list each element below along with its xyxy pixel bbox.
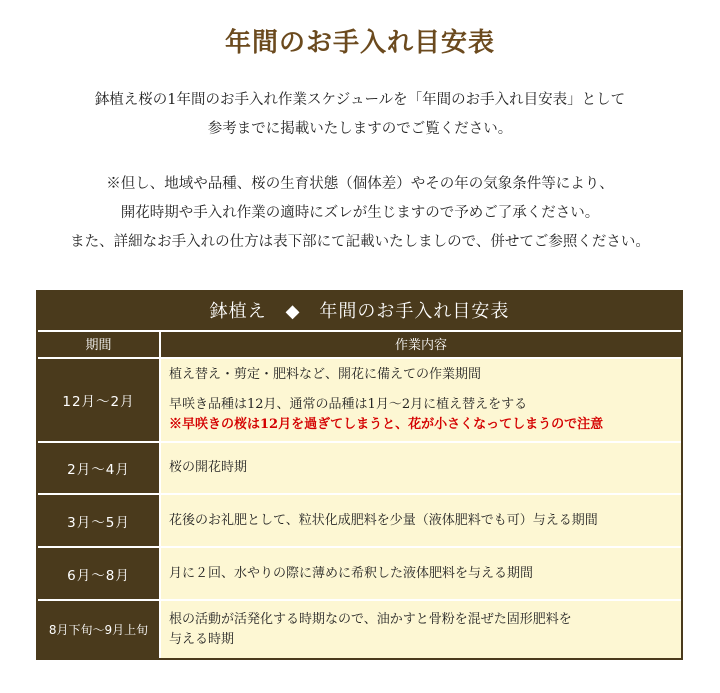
work-line: 花後のお礼肥として、粒状化成肥料を少量（液体肥料でも可）与える期間 <box>169 512 598 528</box>
row-work <box>161 443 681 493</box>
header-work: 作業内容 <box>161 332 681 359</box>
work-line: 桜の開花時期 <box>169 460 248 475</box>
work-line: 植え替え・剪定・肥料など、開花に備えての作業期間 <box>169 367 482 382</box>
note-line: また、詳細なお手入れの仕方は表下部にて記載いたしましので、併せてご参照ください。 <box>70 234 650 250</box>
work-line: 早咲き品種は12月、通常の品種は1月～2月に植え替えをする <box>169 397 528 412</box>
row-work <box>161 495 681 546</box>
row-period: 3月～5月 <box>38 495 161 546</box>
table-row <box>38 495 681 548</box>
row-work <box>161 359 681 441</box>
work-line: 月に２回、水やりの際に薄めに希釈した液体肥料を与える期間 <box>169 565 534 581</box>
intro-text <box>0 86 720 144</box>
note-line: ※但し、地域や品種、桜の生育状態（個体差）やその年の気象条件等により、 <box>106 176 614 192</box>
row-period: 6月～8月 <box>38 548 161 599</box>
row-work <box>161 548 681 599</box>
table-row <box>38 548 681 601</box>
care-schedule-table <box>36 290 683 660</box>
row-period: 12月～2月 <box>38 359 161 441</box>
note-line: 開花時期や手入れ作業の適時にズレが生じますので予めご了承ください。 <box>120 205 600 221</box>
work-line: 与える時期 <box>169 631 235 647</box>
header-period: 期間 <box>38 332 161 359</box>
work-line: 根の活動が活発化する時期なので、油かすと骨粉を混ぜた固形肥料を <box>169 611 572 627</box>
page-title: 年間のお手入れ目安表 <box>224 28 495 58</box>
table-row <box>38 443 681 495</box>
table-row <box>38 601 681 658</box>
row-period: 8月下旬～9月上旬 <box>38 601 161 658</box>
notes-text <box>0 170 720 257</box>
intro-line: 参考までに掲載いたしますのでご覧ください。 <box>207 121 513 137</box>
table-header <box>38 332 681 359</box>
row-period: 2月～4月 <box>38 443 161 493</box>
intro-line: 鉢植え桜の1年間のお手入れ作業スケジュールを「年間のお手入れ目安表」として <box>94 92 626 108</box>
warning-line: ※早咲きの桜は12月を過ぎてしまうと、花が小さくなってしまうので注意 <box>169 417 604 432</box>
table-row <box>38 359 681 443</box>
row-work <box>161 601 681 658</box>
table-title: 鉢植え ◆ 年間のお手入れ目安表 <box>38 292 681 332</box>
